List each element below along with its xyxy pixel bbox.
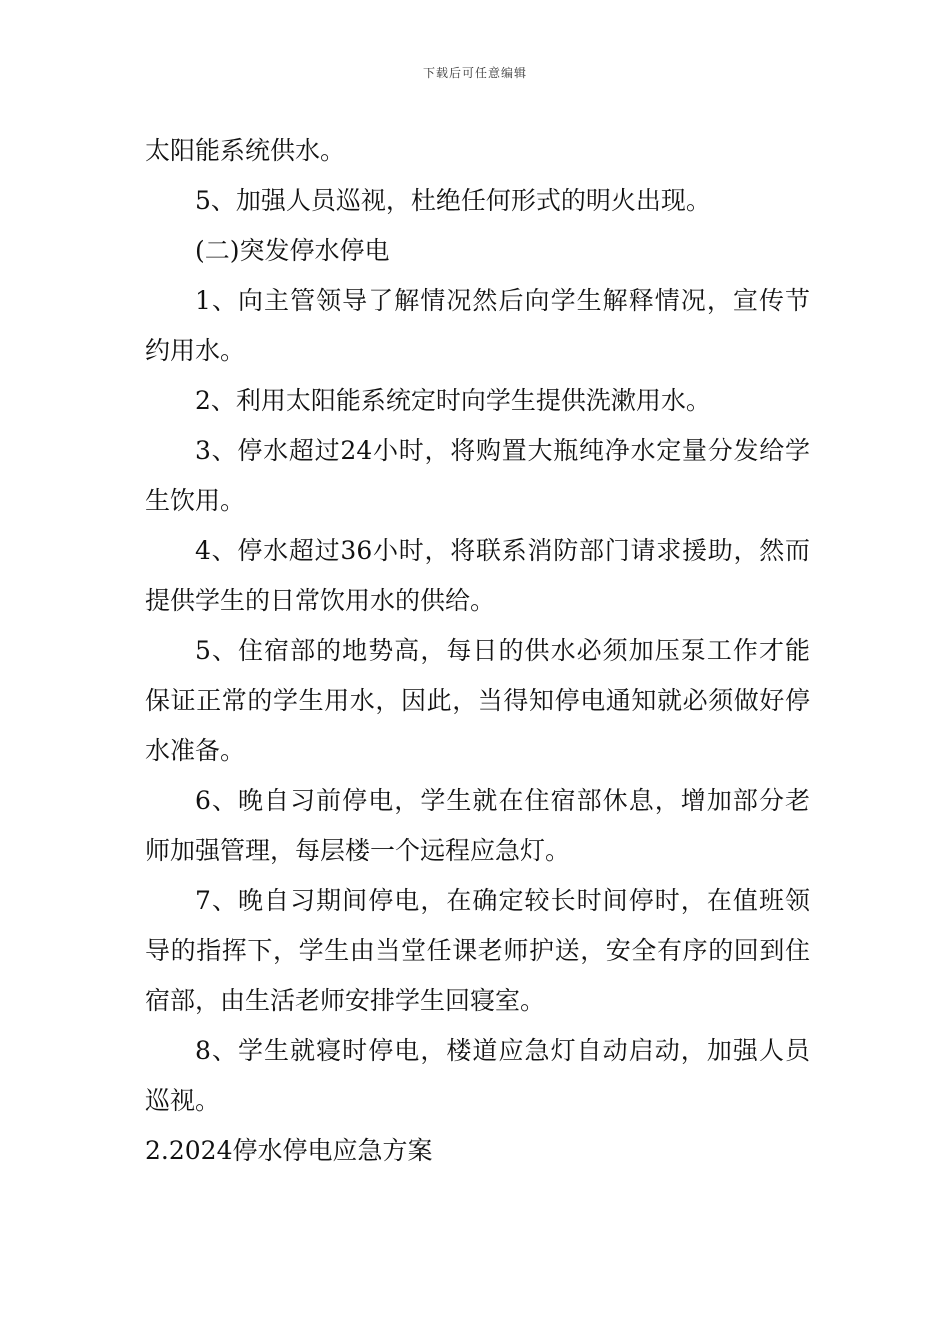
paragraph-item-5: 5、住宿部的地势高，每日的供水必须加压泵工作才能保证正常的学生用水，因此，当得知停电通知就必须做好停水准备。: [145, 636, 810, 765]
page-header: 下载后可任意编辑: [422, 66, 527, 80]
document-body: [145, 126, 810, 1176]
paragraph-item-1: 1、向主管领导了解情况然后向学生解释情况，宣传节约用水。: [145, 286, 810, 365]
paragraph-continuation: 太阳能系统供水。: [145, 136, 346, 165]
section-heading-water-power-outage: (二)突发停水停电: [195, 236, 390, 265]
section-title: 2.2024停水停电应急方案: [145, 1136, 433, 1165]
paragraph-item-5-patrol: 5、加强人员巡视，杜绝任何形式的明火出现。: [195, 186, 711, 215]
paragraph-item-6: 6、晚自习前停电，学生就在住宿部休息，增加部分老师加强管理，每层楼一个远程应急灯。: [145, 786, 810, 865]
paragraph-item-2: 2、利用太阳能系统定时向学生提供洗漱用水。: [195, 386, 711, 415]
paragraph-item-3: 3、停水超过24小时，将购置大瓶纯净水定量分发给学生饮用。: [145, 436, 810, 515]
paragraph-item-8: 8、学生就寝时停电，楼道应急灯自动启动，加强人员巡视。: [145, 1036, 810, 1115]
paragraph-item-7: 7、晚自习期间停电，在确定较长时间停时，在值班领导的指挥下，学生由当堂任课老师护送，安全有序的回到住宿部，由生活老师安排学生回寝室。: [145, 886, 810, 1015]
paragraph-item-4: 4、停水超过36小时，将联系消防部门请求援助，然而提供学生的日常饮用水的供给。: [145, 536, 810, 615]
